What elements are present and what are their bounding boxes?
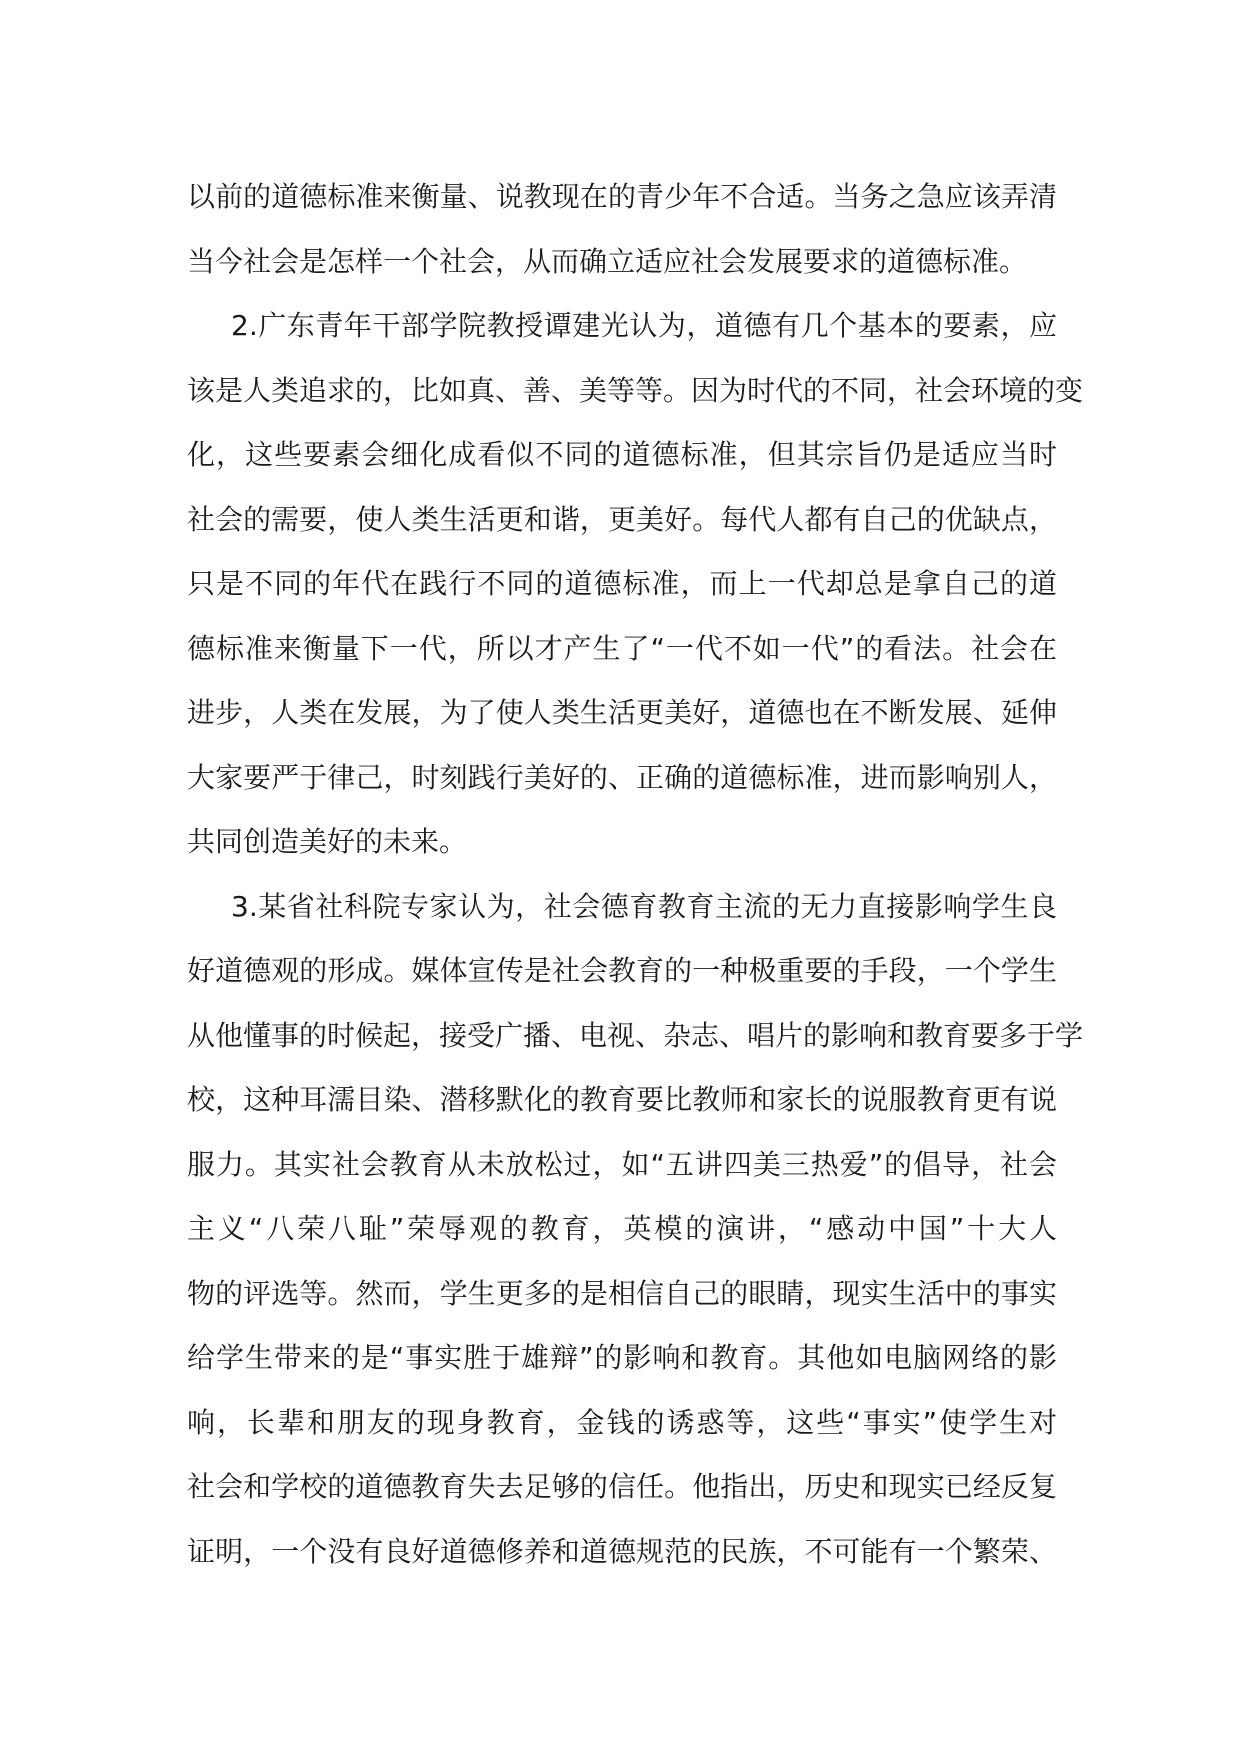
text-line: 只是不同的年代在践行不同的道德标准，而上一代却总是拿自己的道: [187, 567, 1057, 600]
text-line: 从他懂事的时候起，接受广播、电视、杂志、唱片的影响和教育要多于学: [187, 1018, 1084, 1052]
text-line: 进步，人类在发展，为了使人类生活更美好，道德也在不断发展、延伸: [187, 696, 1057, 729]
text-line: 物的评选等。然而，学生更多的是相信自己的眼睛，现实生活中的事实: [187, 1276, 1057, 1310]
text-line: 给学生带来的是“事实胜于雄辩”的影响和教育。其他如电脑网络的影: [187, 1341, 1057, 1374]
paragraph-start-line: 2.广东青年干部学院教授谭建光认为，道德有几个基本的要素，应: [231, 309, 1057, 342]
text-line: 以前的道德标准来衡量、说教现在的青少年不合适。当务之急应该弄清: [187, 180, 1057, 213]
text-line: 德标准来衡量下一代，所以才产生了“一代不如一代”的看法。社会在: [187, 631, 1057, 665]
text-line: 大家要严于律己，时刻践行美好的、正确的道德标准，进而影响别人，: [187, 760, 1057, 794]
text-line: 该是人类追求的，比如真、善、美等等。因为时代的不同，社会环境的变: [187, 373, 1084, 407]
text-line: 社会的需要，使人类生活更和谐，更美好。每代人都有自己的优缺点，: [187, 502, 1057, 536]
text-line: 共同创造美好的未来。: [187, 825, 468, 858]
text-line: 化，这些要素会细化成看似不同的道德标准，但其宗旨仍是适应当时: [187, 438, 1057, 471]
text-line: 主义“八荣八耻”荣辱观的教育，英模的演讲，“感动中国”十大人: [187, 1212, 1057, 1245]
text-line: 响，长辈和朋友的现身教育，金钱的诱惑等，这些“事实”使学生对: [187, 1405, 1057, 1439]
text-line: 证明，一个没有良好道德修养和道德规范的民族，不可能有一个繁荣、: [187, 1534, 1057, 1568]
text-line: 服力。其实社会教育从未放松过，如“五讲四美三热爱”的倡导，社会: [187, 1147, 1057, 1181]
body-text: [187, 165, 1084, 1584]
text-line: 社会和学校的道德教育失去足够的信任。他指出，历史和现实已经反复: [187, 1470, 1057, 1503]
text-line: 当今社会是怎样一个社会，从而确立适应社会发展要求的道德标准。: [187, 244, 1028, 278]
paragraph-start-line: 3.某省社科院专家认为，社会德育教育主流的无力直接影响学生良: [231, 889, 1057, 923]
text-line: 好道德观的形成。媒体宣传是社会教育的一种极重要的手段，一个学生: [187, 954, 1057, 987]
text-line: 校，这种耳濡目染、潜移默化的教育要比教师和家长的说服教育更有说: [187, 1083, 1057, 1116]
